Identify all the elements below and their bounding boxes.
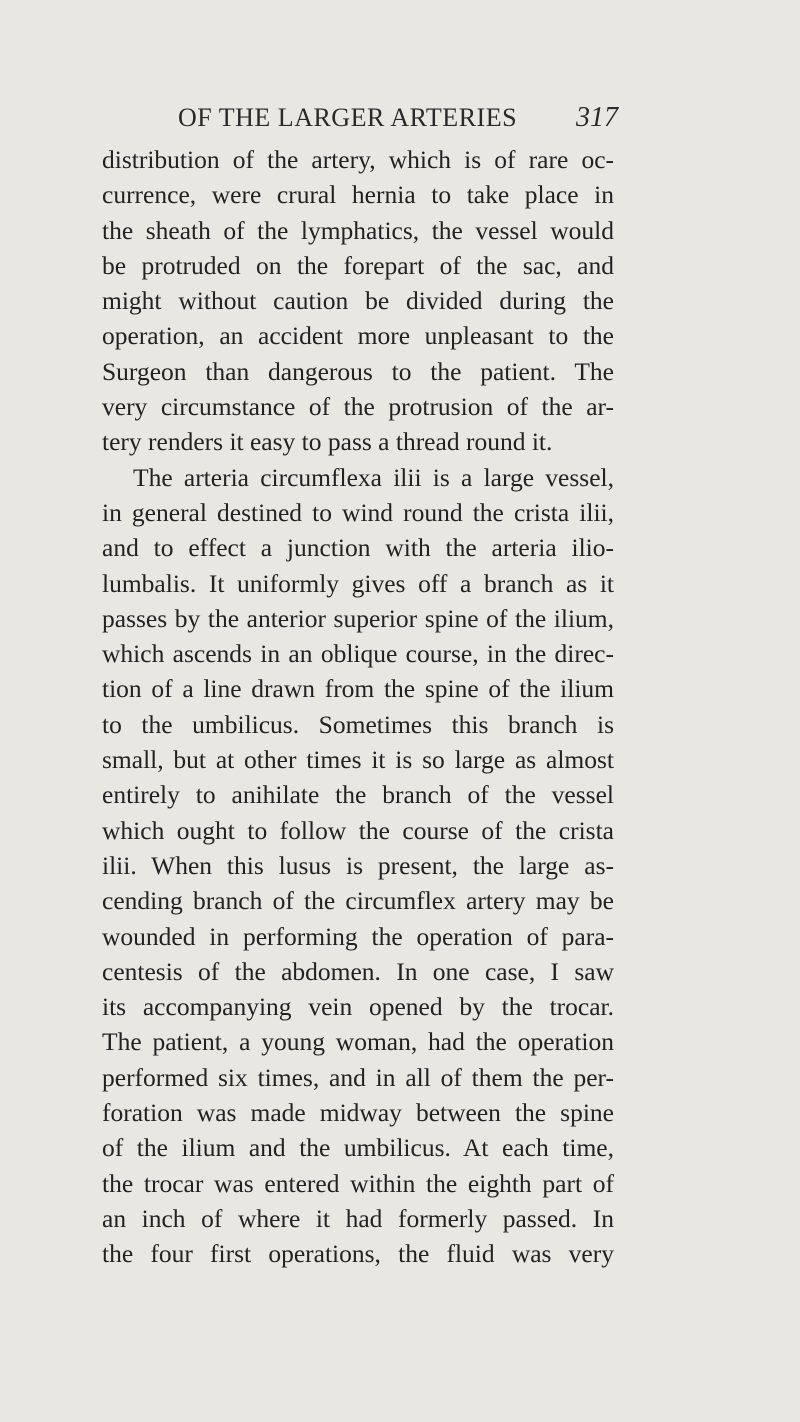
text-line: be protruded on the forepart of the sac, and	[102, 250, 614, 280]
text-line: distribution of the artery, which is of rare oc-	[102, 145, 614, 174]
text-line: an inch of where it had formerly passed. In	[102, 1203, 614, 1233]
body-text	[102, 142, 614, 1272]
running-head	[0, 98, 800, 138]
text-line: which ought to follow the course of the crista	[102, 815, 614, 845]
text-line: wounded in performing the operation of para-	[102, 921, 614, 951]
text-line: the sheath of the lymphatics, the vessel would	[102, 215, 614, 245]
text-line: small, but at other times it is so large as almost	[102, 745, 614, 775]
text-line: performed six times, and in all of them the per-	[102, 1062, 614, 1092]
text-line: Surgeon than dangerous to the patient. The	[102, 356, 614, 386]
text-line: entirely to anihilate the branch of the vessel	[102, 780, 614, 810]
text-line: tion of a line drawn from the spine of the ilium	[102, 674, 614, 704]
text-line: currence, were crural hernia to take place in	[102, 180, 614, 210]
running-title: OF THE LARGER ARTERIES	[178, 103, 518, 132]
text-line: passes by the anterior superior spine of the ilium,	[102, 603, 614, 633]
text-line: and to effect a junction with the arteria ilio-	[102, 533, 614, 563]
text-line: its accompanying vein opened by the trocar.	[102, 992, 614, 1022]
text-line: of the ilium and the umbilicus. At each time,	[102, 1133, 614, 1163]
paragraph-start-line: The arteria circumflexa ilii is a large vessel,	[133, 462, 614, 492]
text-line: ilii. When this lusus is present, the large as-	[102, 850, 614, 880]
text-line: centesis of the abdomen. In one case, I saw	[102, 956, 614, 986]
text-line: the trocar was entered within the eighth part of	[102, 1168, 614, 1198]
text-line: the four first operations, the fluid was very	[102, 1239, 614, 1269]
text-line: cending branch of the circumflex artery may be	[102, 886, 614, 916]
text-line: lumbalis. It uniformly gives off a branch as it	[102, 568, 614, 598]
text-line: foration was made midway between the spine	[102, 1098, 614, 1128]
page-number: 317	[576, 102, 618, 133]
text-line: in general destined to wind round the crista ilii,	[102, 497, 614, 527]
text-line: The patient, a young woman, had the operation	[102, 1027, 614, 1057]
text-line: tery renders it easy to pass a thread round it.	[102, 427, 553, 457]
text-line: very circumstance of the protrusion of the ar-	[102, 392, 614, 422]
text-line: which ascends in an oblique course, in the direc-	[102, 639, 614, 669]
text-line: might without caution be divided during the	[102, 286, 614, 316]
text-line: to the umbilicus. Sometimes this branch is	[102, 709, 614, 739]
text-line: operation, an accident more unpleasant to the	[102, 321, 614, 351]
